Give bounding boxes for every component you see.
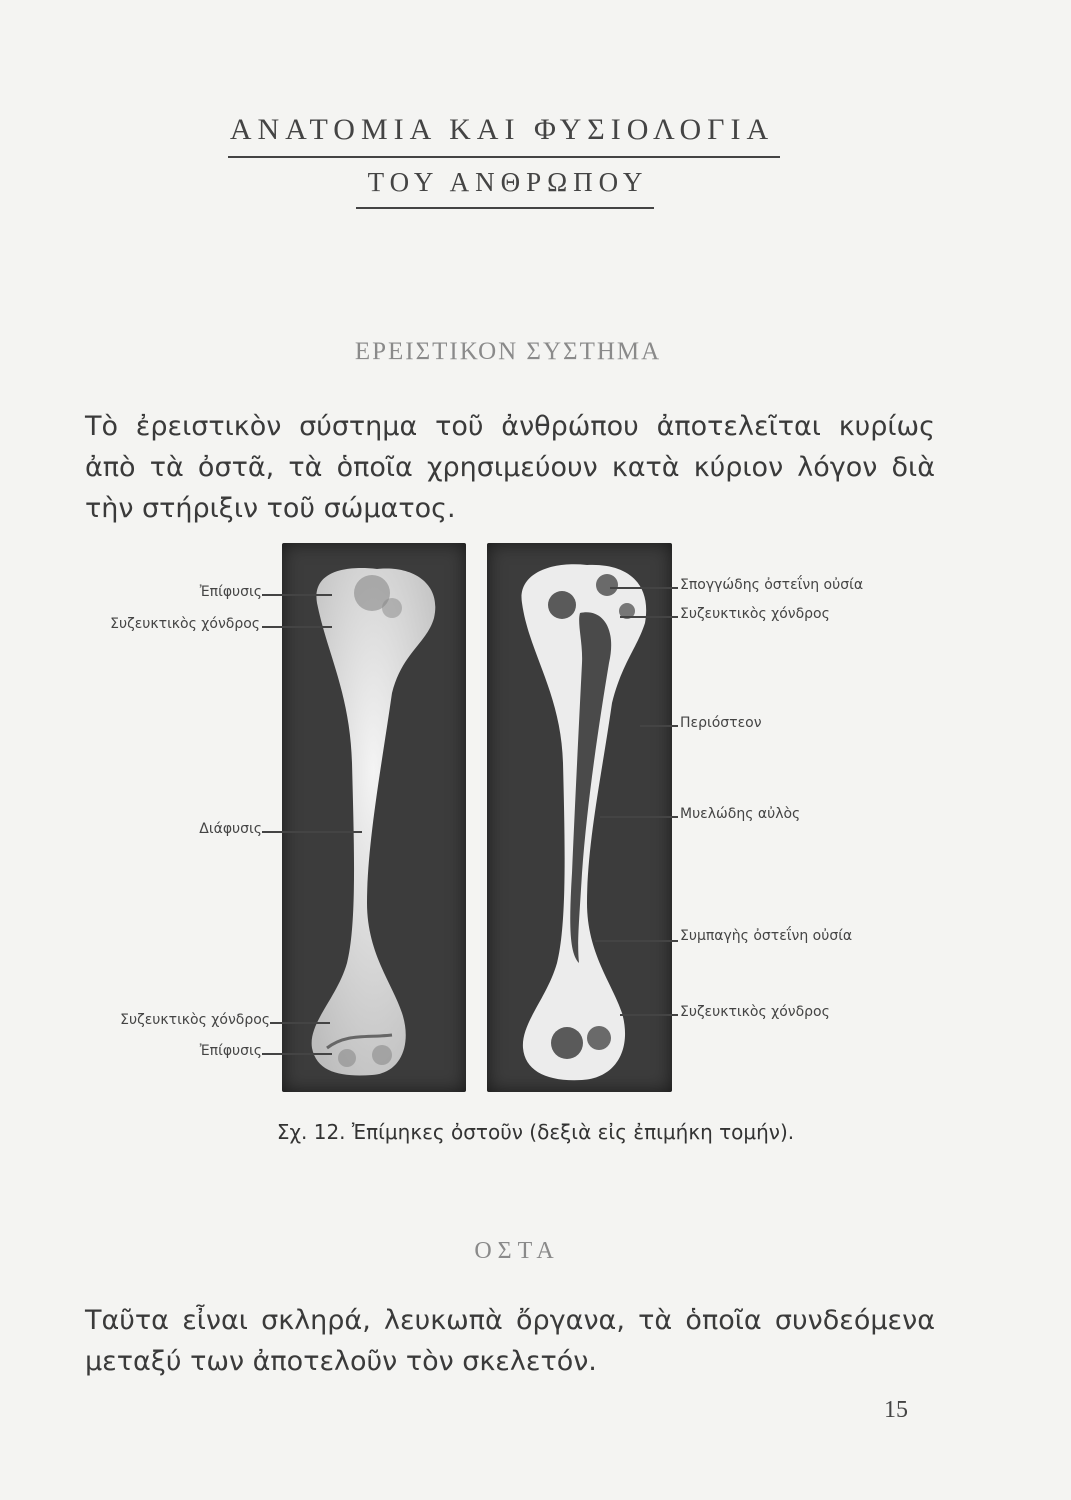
label-cartilage-top-right: Συζευκτικὸς χόνδρος: [680, 606, 830, 622]
section-heading-skeletal-system: ΕΡΕΙΣΤΙΚΟΝ ΣΥΣΤΗΜΑ: [354, 338, 662, 365]
book-title-line1: ΑΝΑΤΟΜΙΑ ΚΑΙ ΦΥΣΙΟΛΟΓΙΑ: [229, 113, 775, 146]
label-periosteum: Περιόστεον: [680, 715, 762, 731]
label-diaphysis: Διάφυσις: [199, 821, 262, 837]
book-title-line2: ΤΟΥ ΑΝΘΡΩΠΟΥ: [367, 167, 649, 197]
leader-cartilage-top-right: [620, 616, 678, 618]
title-underline-2: [356, 207, 654, 209]
title-underline-1: [228, 156, 780, 158]
page-number: 15: [884, 1397, 908, 1423]
label-cartilage-bottom-left: Συζευκτικὸς χόνδρος: [120, 1012, 270, 1028]
leader-epiphysis-bottom: [262, 1053, 332, 1055]
bones-paragraph: Ταῦτα εἶναι σκληρά, λευκωπὰ ὄργανα, τὰ ὁποῖα συνδεόμενα μεταξύ των ἀποτελοῦν τὸν σκελετόν.: [85, 1305, 935, 1377]
label-compact-bone: Συμπαγὴς ὀστεΐνη οὐσία: [680, 928, 853, 944]
section-heading-bones: ΟΣΤΑ: [474, 1238, 560, 1264]
leader-cartilage-bottom-right: [620, 1014, 678, 1016]
label-marrow-cavity: Μυελώδης αὐλὸς: [680, 806, 801, 822]
figure-caption: Σχ. 12. Ἐπίμηκες ὀστοῦν (δεξιὰ εἰς ἐπιμήκη τομήν).: [276, 1120, 795, 1144]
intro-paragraph: Τὸ ἐρειστικὸν σύστημα τοῦ ἀνθρώπου ἀποτελεῖται κυρίως ἀπὸ τὰ ὀστᾶ, τὰ ὁποῖα χρησιμεύουν κατὰ κύριον λόγον διὰ τὴν στήριξιν τοῦ σώματος.: [85, 411, 935, 524]
leader-periosteum: [640, 725, 678, 727]
bone-photo-section: [487, 543, 672, 1092]
label-cartilage-top-left: Συζευκτικὸς χόνδρος: [110, 616, 260, 632]
label-cartilage-bottom-right: Συζευκτικὸς χόνδρος: [680, 1004, 830, 1020]
leader-cartilage-top-left: [262, 626, 332, 628]
label-epiphysis-bottom: Ἐπίφυσις: [199, 1043, 262, 1059]
label-spongy-bone: Σπογγώδης ὀστεΐνη οὐσία: [680, 577, 864, 593]
leader-cartilage-bottom-left: [270, 1022, 330, 1024]
sectioned-bone-illustration: [487, 543, 672, 1092]
leader-compact: [595, 940, 678, 942]
leader-marrow: [600, 816, 678, 818]
label-epiphysis-top: Ἐπίφυσις: [199, 584, 262, 600]
leader-diaphysis: [262, 831, 362, 833]
leader-spongy: [610, 587, 678, 589]
leader-epiphysis-top: [262, 594, 332, 596]
